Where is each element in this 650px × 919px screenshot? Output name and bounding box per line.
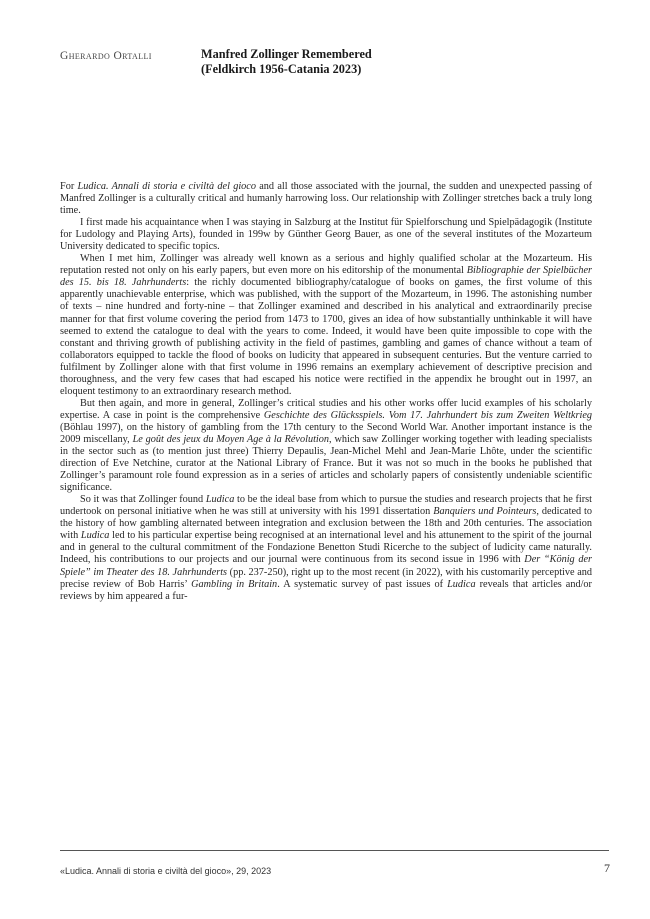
italic-title: Geschichte des Glücksspiels. Vom 17. Jahrhundert bis zum Zweiten Weltkrieg bbox=[263, 409, 592, 421]
paragraph bbox=[60, 494, 592, 602]
journal-citation: «Ludica. Annali di storia e civiltà del gioco», 29, 2023 bbox=[60, 866, 272, 876]
text-run: So it was that Zollinger found bbox=[80, 494, 206, 506]
italic-title: Bibliographie der Spielbücher des 15. bis 18. Jahrhunderts bbox=[60, 265, 593, 289]
text-run: . A systematic survey of past issues of bbox=[277, 578, 448, 590]
page-number: 7 bbox=[604, 861, 610, 875]
text-run: , which saw Zollinger working together with leading specialists in the sector such as (to mention just three) Thierry Depaulis, Jean-Michel Mehl and Jean-Marie Lhôte, under the scientific direction of Eve Netchine, curator at the National Library of France. But it was not so much in the books he published that Zollinger’s paramount role found expression as in a series of articles and scholarly papers of consistently undeniable scientific significance. bbox=[60, 433, 592, 494]
footer-rule bbox=[60, 850, 609, 851]
italic-title: Ludica bbox=[205, 494, 235, 506]
text-run: For bbox=[60, 181, 78, 192]
text-run: to be the ideal base from which to pursue the studies and research projects that he first undertook on personal initiative when he was still at university with his 1991 dissertation bbox=[60, 494, 593, 518]
article-title-line-1: Manfred Zollinger Remembered bbox=[201, 47, 372, 61]
text-run: (Böhlau 1997), on the history of gambling from the 17th century to the Second World War. Another important instance is the 2009 miscellany, bbox=[60, 421, 592, 445]
italic-title: Gambling in Britain bbox=[191, 578, 278, 590]
text-run: When I met him, Zollinger was already well known as a serious and highly qualified scholar at the Mozarteum. His reputation rested not only on his early papers, but even more on his editorship of the monumental bbox=[60, 253, 592, 277]
text-run: reveals that articles and/or reviews by him appeared a fur- bbox=[60, 578, 592, 602]
text-run: But then again, and more in general, Zollinger’s critical studies and his other works offer lucid examples of his scholarly expertise. A case in point is the comprehensive bbox=[60, 397, 592, 421]
text-run: : the richly documented bibliography/catalogue of books on games, the first volume of this apparently unachievable enterprise, which was published, with the support of the Mozarteum, in 1996. The astonishing number of texts – nine hundred and forty-nine – that Zollinger examined and described in his analytical and extraordinarily precise manner for that first volume covering the period from 1473 to 1700, gives an idea of how substantially unthinkable it will have seemed to extend the catalogue to deal with the years to come. Indeed, it would have been quite impossible to cope with the constant and thriving growth of publishing activity in the field of pastimes, gambling and games of chance without a team of collaborators equipped to tackle the flood of books on ludicity that appeared in subsequent centuries. But the venture carried to fulfilment by Zollinger alone with that first volume in 1996 remains an exemplary achievement of descriptive precision and thoroughness, and the very few cases that had escaped his notice were rectified in the appendix he brought out in 1997, an eloquent testimony to an extraordinary research method. bbox=[60, 277, 592, 397]
text-run: and all those associated with the journal, the sudden and unexpected passing of Manfred Zollinger is a culturally critical and humanly harrowing loss. Our relationship with Zollinger stretches back a truly long time. bbox=[60, 181, 592, 217]
paragraph: I first made his acquaintance when I was staying in Salzburg at the Institut für Spielforschung und Spielpädagogik (Institute for Ludology and Playing Arts), founded in 199w by Günther Georg Bauer, as one of the several institutes of the Mozarteum University dedicated to specific topics. bbox=[60, 217, 592, 253]
text-run: , dedicated to the history of how gambling alternated between integration and exclusion between the 18th and 20th centuries. The association with bbox=[60, 506, 592, 542]
italic-title: Le goût des jeux du Moyen Age à la Révolution bbox=[132, 433, 330, 445]
text-run: led to his particular expertise being recognised at an international level and his attunement to the spirit of the journal and in general to the cultural commitment of the Fondazione Benetton Studi Ricerche to the subject of ludicity came naturally. Indeed, his contributions to our projects and our journal were continuous from its second issue in 1996 with bbox=[60, 530, 592, 566]
paragraph bbox=[60, 398, 592, 494]
article-title bbox=[201, 47, 581, 77]
article-title-line-2: (Feldkirch 1956-Catania 2023) bbox=[201, 62, 362, 76]
italic-title: Ludica. Annali di storia e civiltà del gioco bbox=[77, 181, 256, 192]
text-run: (pp. 237-250), right up to the most recent (in 2022), with his customarily perceptive and precise review of Bob Harris’ bbox=[60, 566, 593, 590]
paragraph bbox=[60, 253, 592, 398]
italic-title: Ludica bbox=[447, 578, 476, 590]
italic-title: Ludica bbox=[80, 530, 110, 542]
article-body bbox=[60, 181, 592, 603]
author-name: Gherardo Ortalli bbox=[60, 50, 152, 62]
paragraph bbox=[60, 181, 592, 217]
italic-title: Banquiers und Pointeurs bbox=[433, 506, 537, 518]
italic-title: Der “König der Spiele” im Theater des 18. Jahrhunderts bbox=[60, 554, 592, 578]
